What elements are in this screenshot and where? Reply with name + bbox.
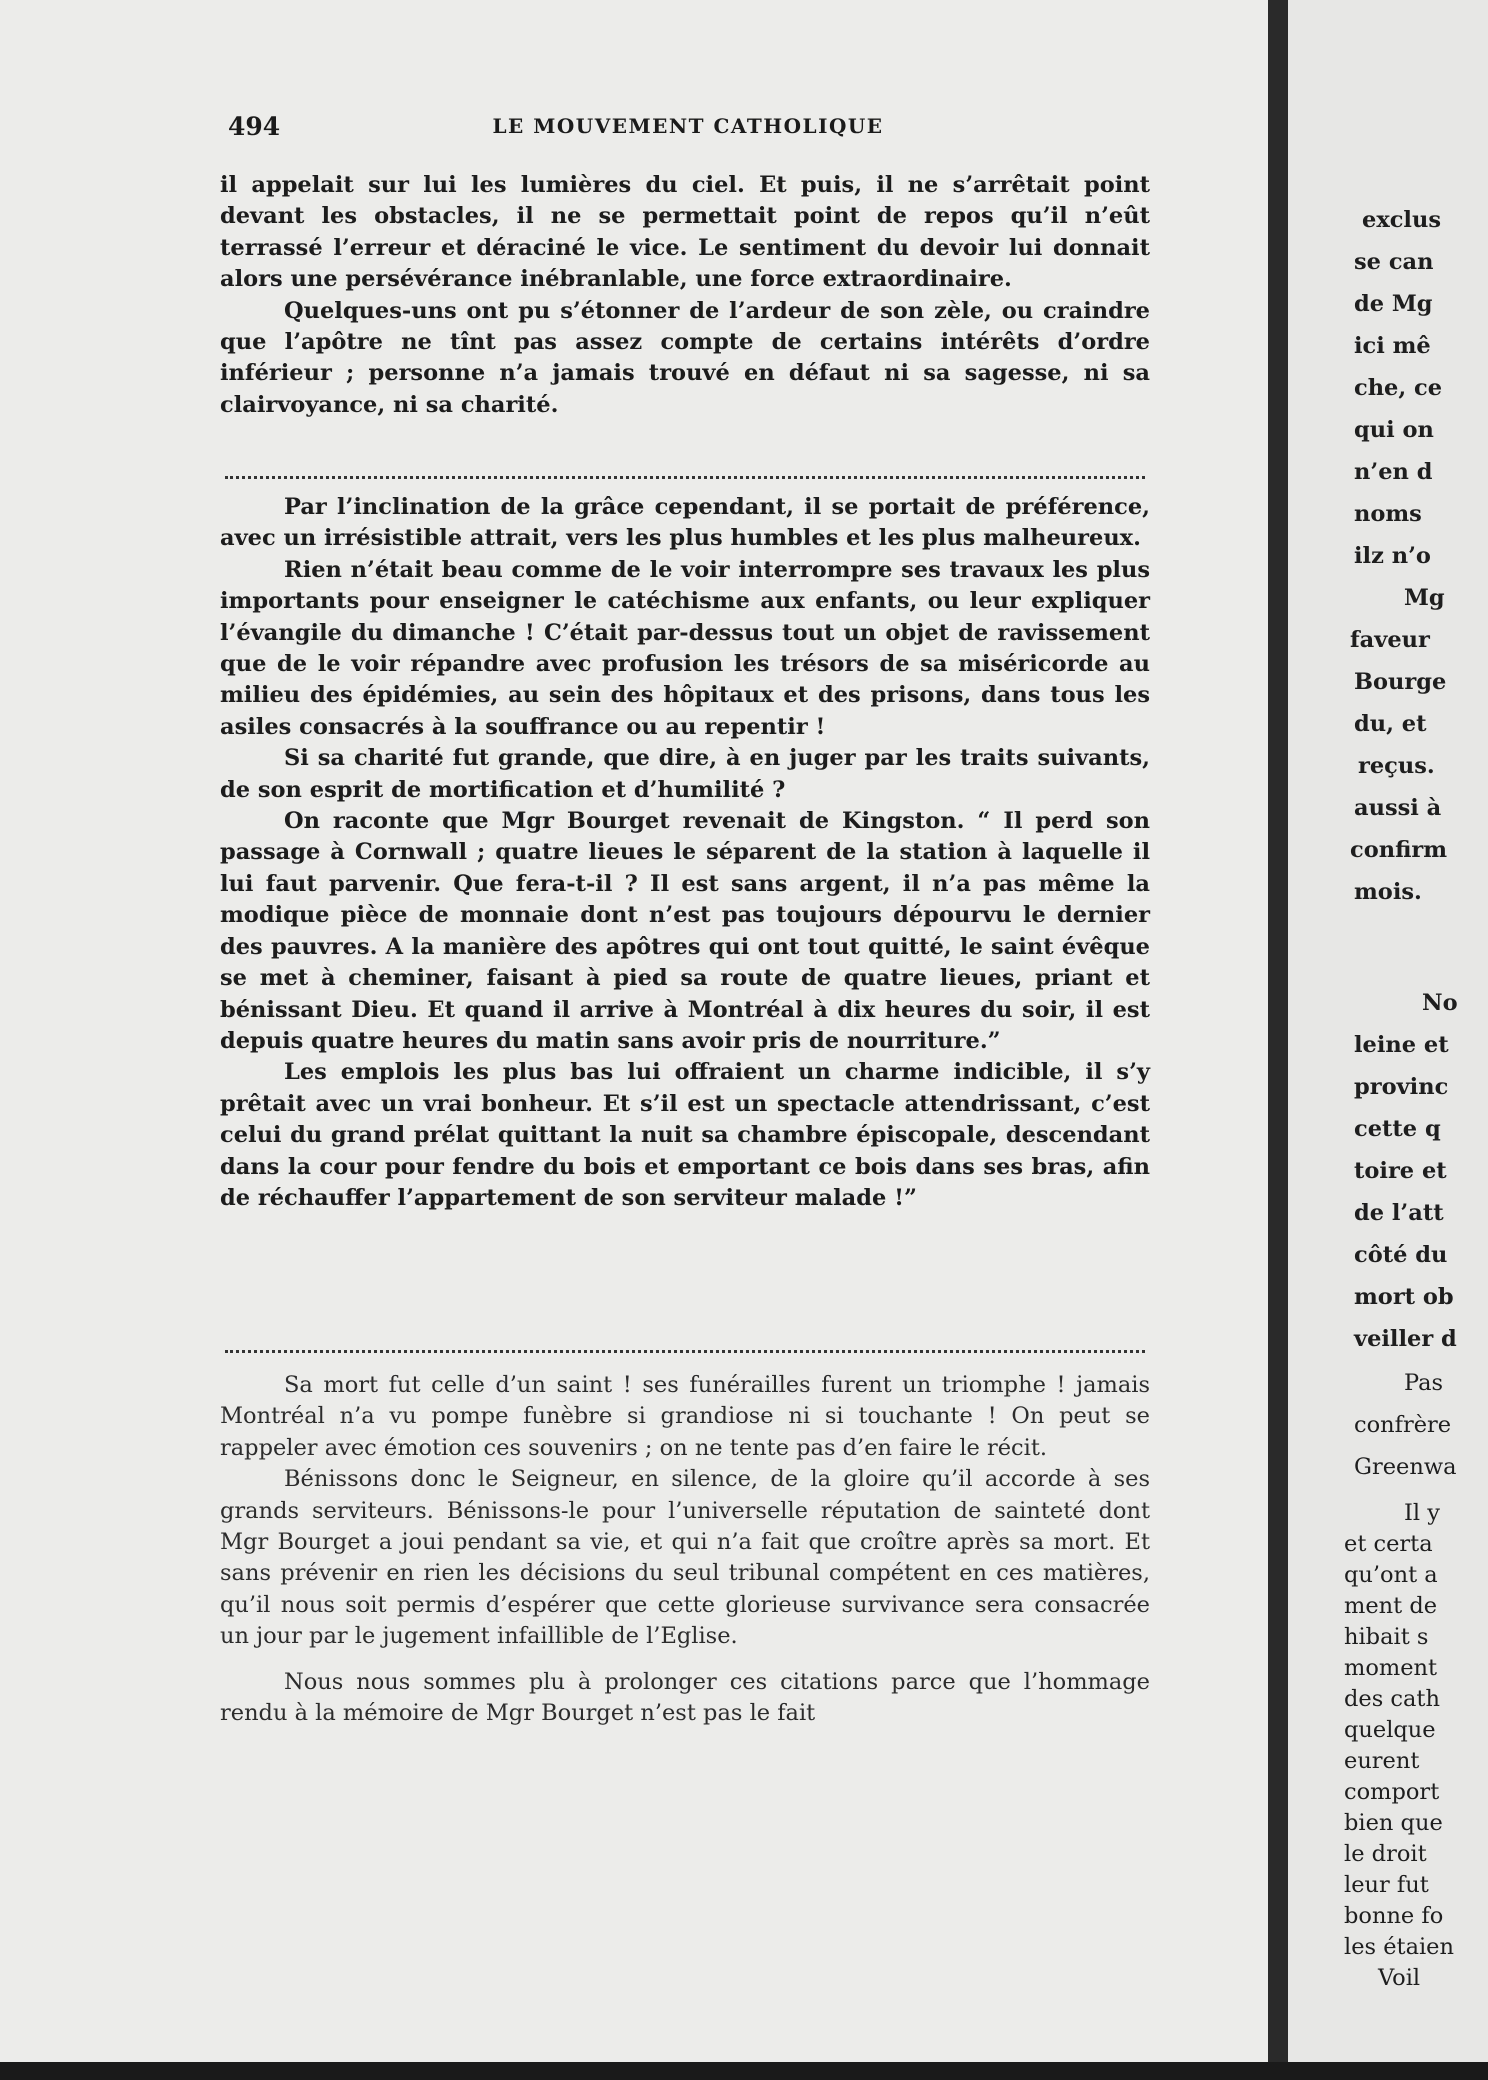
book-gutter [1268, 0, 1288, 2080]
right-line: Pas [1404, 1370, 1444, 1396]
paragraph: Nous nous sommes plu à prolonger ces citations parce que l’hommage rendu à la mémoire de Mgr Bourget n’est pas le fait [220, 1668, 1150, 1727]
section-separator [225, 476, 1145, 481]
right-line: faveur [1350, 627, 1430, 653]
paragraph: Rien n’était beau comme de le voir interrompre ses travaux les plus importants pour enseigner le catéchisme aux enfants, ou leur expliquer l’évangile du dimanche ! C’était par-dessus tout un objet de ravissement que de le voir répandre avec profusion les trésors de sa miséricorde au milieu des épidémies, au sein des hôpitaux et des prisons, dans tous les asiles consacrés à la souffrance ou au repentir ! [220, 556, 1150, 740]
right-line: cette q [1354, 1116, 1441, 1142]
right-line: quelque [1344, 1717, 1436, 1743]
right-line: Bourge [1354, 669, 1447, 695]
right-page-fragment [1288, 0, 1488, 2080]
right-line: Greenwa [1354, 1454, 1457, 1480]
right-line: No [1422, 990, 1458, 1016]
right-line: hibait s [1344, 1624, 1429, 1650]
right-line: n’en d [1354, 459, 1433, 485]
right-page-text [1288, 0, 1488, 2080]
right-line: qu’ont a [1344, 1562, 1438, 1588]
right-line: ilz n’o [1354, 543, 1431, 569]
right-line: de l’att [1354, 1200, 1444, 1226]
paragraph: Bénissons donc le Seigneur, en silence, de la gloire qu’il accorde à ses grands serviteurs. Bénissons-le pour l’universelle réputation de sainteté dont Mgr Bourget a joui pendant sa vie, et qui n’a fait que croître après sa mort. Et sans prévenir en rien les décisions du seul tribunal compétent en ces matières, qu’il nous soit permis d’espérer que cette glorieuse survivance sera consacrée un jour par le jugement infaillible de l’Eglise. [220, 1466, 1150, 1650]
right-line: eurent [1344, 1748, 1420, 1774]
running-title: LE MOUVEMENT CATHOLIQUE [492, 114, 884, 138]
right-line: côté du [1354, 1242, 1448, 1268]
right-line: noms [1354, 501, 1422, 527]
paragraph: Sa mort fut celle d’un saint ! ses funérailles furent un triomphe ! jamais Montréal n’a vu pompe funèbre si grandiose ni si touchante ! On peut se rappeler avec émotion ces souvenirs ; on ne tente pas d’en faire le récit. [220, 1372, 1150, 1461]
right-line: du, et [1354, 711, 1427, 737]
paragraph: Quelques-uns ont pu s’étonner de l’ardeur de son zèle, ou craindre que l’apôtre ne tînt pas assez compte de certains intérêts d’ordre inférieur ; personne n’a jamais trouvé en défaut ni sa sagesse, ni sa clairvoyance, ni sa charité. [220, 297, 1150, 418]
page-number: 494 [228, 112, 281, 141]
right-line: de Mg [1354, 291, 1433, 317]
right-line: et certa [1344, 1531, 1433, 1557]
right-line: mort ob [1354, 1284, 1454, 1310]
right-line: le droit [1344, 1841, 1427, 1867]
right-line: se can [1354, 249, 1434, 275]
section-separator [225, 1350, 1145, 1355]
right-line: moment [1344, 1655, 1438, 1681]
right-line: mois. [1354, 879, 1422, 905]
right-line: bien que [1344, 1810, 1443, 1836]
right-line: qui on [1354, 417, 1434, 443]
right-line: provinc [1354, 1074, 1449, 1100]
right-line: reçus. [1358, 753, 1435, 779]
paragraph: il appelait sur lui les lumières du ciel. Et puis, il ne s’arrêtait point devant les obstacles, il ne se permettait point de repos qu’il n’eût terrassé l’erreur et déraciné le vice. Le sentiment du devoir lui donnait alors une persévérance inébranlable, une force extraordinaire. [220, 172, 1150, 293]
right-line: leine et [1354, 1032, 1449, 1058]
right-line: Il y [1404, 1500, 1440, 1526]
paragraph: Les emplois les plus bas lui offraient un charme indicible, il s’y prêtait avec un vrai bonheur. Et s’il est un spectacle attendrissant, c’est celui du grand prélat quittant la nuit sa chambre épiscopale, descendant dans la cour pour fendre du bois et emportant ce bois dans ses bras, afin de réchauffer l’appartement de son serviteur malade !” [220, 1059, 1150, 1211]
right-line: toire et [1354, 1158, 1447, 1184]
right-line: Mg [1404, 585, 1445, 611]
paragraph: Par l’inclination de la grâce cependant, il se portait de préférence, avec un irrésistible attrait, vers les plus humbles et les plus malheureux. [220, 494, 1150, 552]
right-line: aussi à [1354, 795, 1442, 821]
paragraph: Si sa charité fut grande, que dire, à en juger par les traits suivants, de son esprit de mortification et d’humilité ? [220, 745, 1150, 803]
right-line: comport [1344, 1779, 1440, 1805]
right-line: Voil [1378, 1965, 1421, 1991]
section-3 [220, 1370, 1150, 1729]
section-1 [220, 170, 1150, 421]
scan-bottom-edge [0, 2062, 1488, 2080]
right-line: des cath [1344, 1686, 1440, 1712]
page-header [228, 112, 1148, 148]
right-line: ment de [1344, 1593, 1438, 1619]
right-line: bonne fo [1344, 1903, 1444, 1929]
right-line: veiller d [1354, 1326, 1457, 1352]
section-2 [220, 492, 1150, 1214]
right-line: ici mê [1354, 333, 1431, 359]
paragraph: On raconte que Mgr Bourget revenait de Kingston. “ Il perd son passage à Cornwall ; quatre lieues le séparent de la station à laquelle il lui faut parvenir. Que fera-t-il ? Il est sans argent, il n’a pas même la modique pièce de monnaie dont n’est pas toujours dépourvu le dernier des pauvres. A la manière des apôtres qui ont tout quitté, le saint évêque se met à cheminer, faisant à pied sa route de quatre lieues, priant et bénissant Dieu. Et quand il arrive à Montréal à dix heures du soir, il est depuis quatre heures du matin sans avoir pris de nourriture.” [220, 808, 1150, 1054]
right-line: confrère [1354, 1412, 1452, 1438]
right-line: leur fut [1344, 1872, 1429, 1898]
right-line: les étaien [1344, 1934, 1454, 1960]
right-line: exclus [1362, 207, 1442, 233]
right-line: confirm [1350, 837, 1448, 863]
right-line: che, ce [1354, 375, 1443, 401]
